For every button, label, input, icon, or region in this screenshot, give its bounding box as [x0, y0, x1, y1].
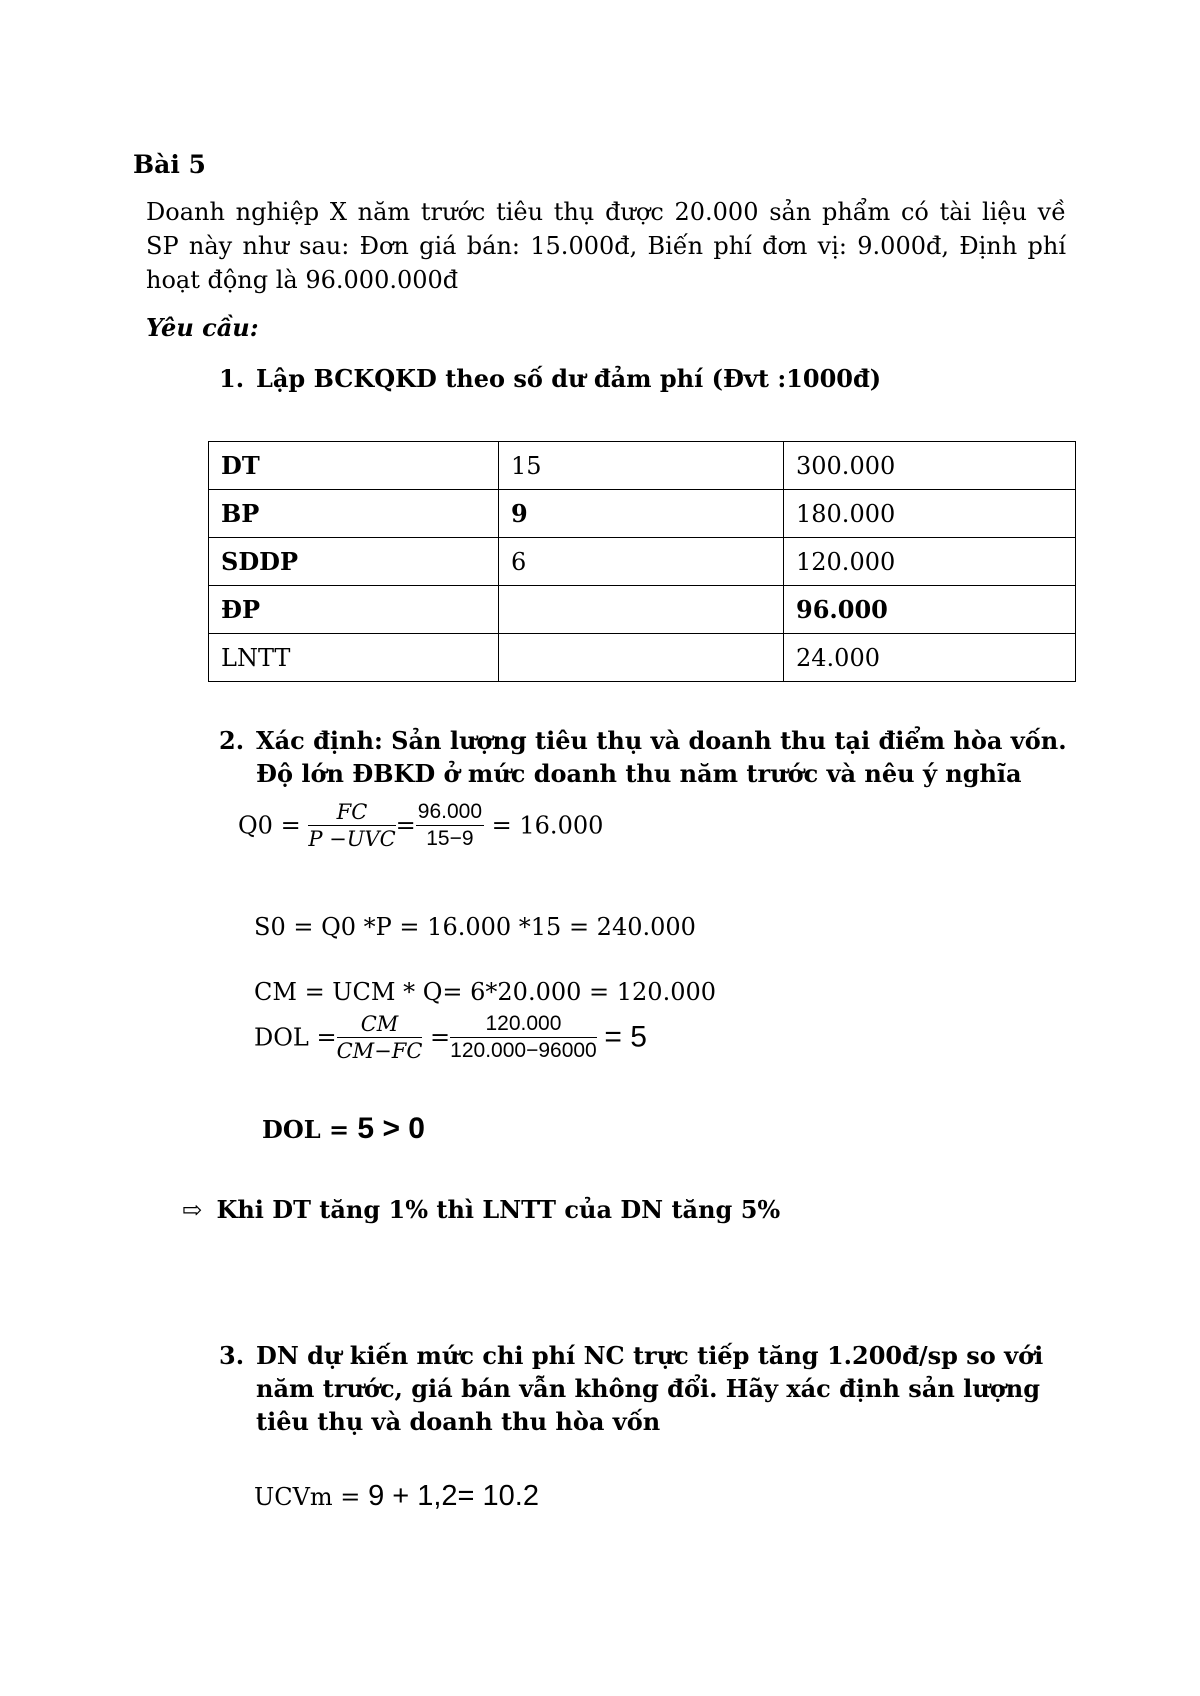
dol-value: 5 > 0 — [357, 1112, 425, 1145]
conclusion-text: Khi DT tăng 1% thì LNTT của DN tăng 5% — [216, 1195, 781, 1224]
row-label: DT — [209, 442, 499, 490]
row-label: LNTT — [209, 634, 499, 682]
task-number: 2. — [219, 726, 245, 755]
denominator: 15−9 — [426, 827, 474, 850]
formula-result: = 5 — [604, 1020, 647, 1054]
task-number: 3. — [219, 1341, 245, 1370]
statement-line: SP này như sau: Đơn giá bán: 15.000đ, Biến phí đơn vị: 9.000đ, Định phí — [146, 232, 1066, 260]
task-number: 1. — [219, 364, 245, 393]
dol-result — [262, 1112, 425, 1146]
task-text: tiêu thụ và doanh thu hòa vốn — [256, 1407, 661, 1436]
task-text: Độ lớn ĐBKD ở mức doanh thu năm trước và nêu ý nghĩa — [256, 759, 1022, 788]
new-unit-variable-cost — [254, 1480, 539, 1513]
row-unit-value: 9 — [499, 490, 784, 538]
row-unit-value: 6 — [499, 538, 784, 586]
statement-line: Doanh nghiệp X năm trước tiêu thụ được 20.000 sản phẩm có tài liệu về — [146, 198, 1066, 226]
arrow-icon: ⇨ — [182, 1195, 203, 1224]
row-total-value: 120.000 — [784, 538, 1076, 586]
table-row — [209, 586, 1076, 634]
ucvm-label: UCVm = — [254, 1483, 361, 1511]
numerator: 96.000 — [416, 800, 484, 826]
denominator: 120.000−96000 — [450, 1039, 597, 1062]
row-total-value: 24.000 — [784, 634, 1076, 682]
row-label: ĐP — [209, 586, 499, 634]
fraction — [416, 800, 484, 851]
row-label: BP — [209, 490, 499, 538]
row-total-value: 180.000 — [784, 490, 1076, 538]
task-text: năm trước, giá bán vẫn không đổi. Hãy xác định sản lượng — [256, 1374, 1040, 1403]
exercise-title: Bài 5 — [133, 150, 206, 179]
denominator: CM−FC — [336, 1039, 423, 1063]
equals-sign: = — [430, 1023, 451, 1052]
table-row — [209, 442, 1076, 490]
table-row — [209, 634, 1076, 682]
breakeven-quantity-formula — [238, 800, 603, 851]
statement-line: hoạt động là 96.000.000đ — [146, 266, 459, 294]
equals-sign: = — [395, 811, 416, 840]
task-text: DN dự kiến mức chi phí NC trực tiếp tăng 1.200đ/sp so với — [256, 1341, 1044, 1370]
row-total-value: 96.000 — [784, 586, 1076, 634]
task-text: Xác định: Sản lượng tiêu thụ và doanh thu tại điểm hòa vốn. — [256, 726, 1067, 755]
requirement-label: Yêu cầu: — [146, 313, 259, 342]
numerator: CM — [337, 1012, 423, 1038]
problem-statement — [146, 195, 1066, 297]
fraction — [337, 1012, 423, 1063]
conclusion — [182, 1193, 780, 1226]
row-unit-value — [499, 634, 784, 682]
row-total-value: 300.000 — [784, 442, 1076, 490]
formula-lhs: Q0 = — [238, 811, 301, 840]
dol-label: DOL = — [262, 1115, 350, 1144]
contribution-margin-formula: CM = UCM * Q= 6*20.000 = 120.000 — [254, 978, 716, 1006]
denominator: P −UVC — [308, 827, 396, 851]
breakeven-revenue-formula: S0 = Q0 *P = 16.000 *15 = 240.000 — [254, 913, 696, 941]
table-row — [209, 538, 1076, 586]
formula-lhs: DOL = — [254, 1023, 337, 1052]
numerator: 120.000 — [450, 1012, 597, 1038]
income-statement-table — [208, 441, 1076, 682]
numerator: FC — [308, 800, 395, 826]
row-label: SDDP — [209, 538, 499, 586]
row-unit-value: 15 — [499, 442, 784, 490]
fraction — [450, 1012, 597, 1063]
fraction — [308, 800, 395, 851]
dol-formula — [254, 1012, 647, 1063]
formula-result: = 16.000 — [491, 811, 604, 840]
task-text: Lập BCKQKD theo số dư đảm phí (Đvt :1000đ) — [256, 364, 882, 393]
table-row — [209, 490, 1076, 538]
row-unit-value — [499, 586, 784, 634]
ucvm-value: 9 + 1,2= 10.2 — [368, 1480, 539, 1512]
